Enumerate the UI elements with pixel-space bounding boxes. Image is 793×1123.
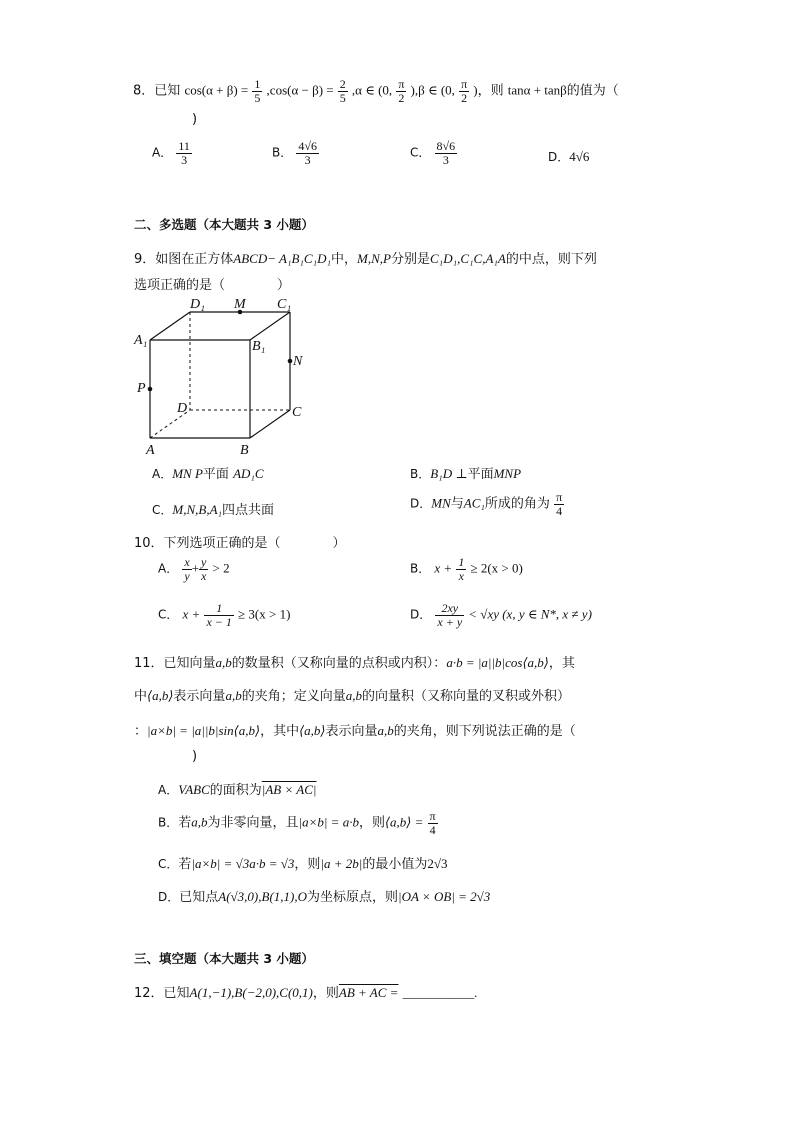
label-n: N [293,354,303,369]
q10-stem: 10．下列选项正确的是（ ） [134,536,346,551]
q11-close-paren: ) [192,749,198,764]
cube-figure [130,292,320,460]
label-a1: A₁ [134,333,148,348]
label-d: D [177,401,188,416]
label-c1: C₁ [277,297,292,312]
section-heading-multi: 二、多选题（本大题共 3 小题） [134,217,314,232]
point-p [148,387,153,392]
fraction: $\frac{1}{5}$ [254,77,261,105]
edge-b1c1 [250,312,290,340]
q11-line1: 11．已知向量a,b的数量积（又称向量的点积或内积）：a·b = |a||b|cos⟨a,b⟩，其 [134,655,575,671]
q11-option-c: C．若|a×b| = √3a·b = √3，则|a + 2b|的最小值为2√3 [158,856,448,872]
q10-option-b: B． x + $\frac{1}{x}$ ≥ 2(x > 0) [410,555,523,583]
label-p: P [137,381,146,396]
label-c: C [292,405,302,420]
q10-option-c: C． x + $\frac{1}{x - 1}$ ≥ 3(x > 1) [158,601,291,629]
q11-line2: 中⟨a,b⟩表示向量a,b的夹角；定义向量a,b的向量积（又称向量的叉积或外积） [134,688,570,704]
label-b: B [240,443,249,458]
fraction: $\frac{2}{5}$ [339,77,346,105]
q8-option-a: A． $\frac{11}{3}$ [152,139,190,167]
q9-option-c: C．M,N,B,A₁四点共面 [152,502,275,518]
q11-option-d: D．已知点A(√3,0),B(1,1),O为坐标原点，则|OA × OB| = 2√3 [158,889,491,905]
label-a: A [146,443,155,458]
q9-stem-line1: 9．如图在正方体ABCD− A₁B₁C₁D₁中，M,N,P分别是C₁D₁,C₁C,A₁A的中点，则下列 [134,251,597,267]
point-n [288,359,293,364]
q11-line3: ：|a×b| = |a||b|sin⟨a,b⟩，其中⟨a,b⟩表示向量a,b的夹角，则下列说法正确的是（ [134,723,576,739]
q8-option-b: B． $\frac{4√6}{3}$ [272,139,317,167]
section-heading-fill: 三、填空题（本大题共 3 小题） [134,951,314,966]
answer-blank: ___________ [402,985,475,1000]
q12-stem: 12．已知A(1,−1),B(−2,0),C(0,1)，则AB + AC = ___________. [134,985,478,1001]
fraction: $\frac{\pi}{2}$ [398,77,405,105]
q10-option-d: D． $\frac{2xy}{x + y}$ < √xy (x, y ∈ N*, x ≠ y) [410,601,592,629]
q11-option-b: B．若a,b为非零向量，且|a×b| = a·b，则⟨a,b⟩ = $\frac{\pi}{4}$ [158,809,436,837]
q8-option-d: D．4√6 [548,149,590,164]
edge-bc [250,410,290,438]
label-d1: D₁ [190,297,205,312]
q9-option-b: B．B₁D ⊥平面MNP [410,466,522,482]
question-number: 8． [133,83,155,99]
edge-a1d1 [150,312,190,340]
q9-option-a: A．MN P平面 AD₁C [152,466,264,482]
label-b1: B₁ [252,339,266,354]
q9-option-d: D．MN与AC₁所成的角为 $\frac{\pi}{4}$ [410,490,563,518]
fraction: $\frac{\pi}{2}$ [461,77,468,105]
q9-stem-line2: 选项正确的是（ ） [134,278,291,293]
q10-option-a: A． $\frac{x}{y}$ + $\frac{y}{x}$ > 2 [158,555,230,583]
label-m: M [234,297,246,312]
q8-close-paren: ) [192,112,198,127]
q8-stem: 8．已知 cos(α + β) = $\frac{1}{5}$ ,cos(α − β) = $\frac{2}{5}$ ,α ∈ (0, $\frac{\pi}{2}$ ),β ∈ (0, $\frac{\pi}{2}$ )，则 tanα + tanβ的值为（ [133,77,619,105]
q8-option-c: C． $\frac{8√6}{3}$ [410,139,456,167]
q11-option-a: A．VABC的面积为|AB × AC| [158,782,317,798]
